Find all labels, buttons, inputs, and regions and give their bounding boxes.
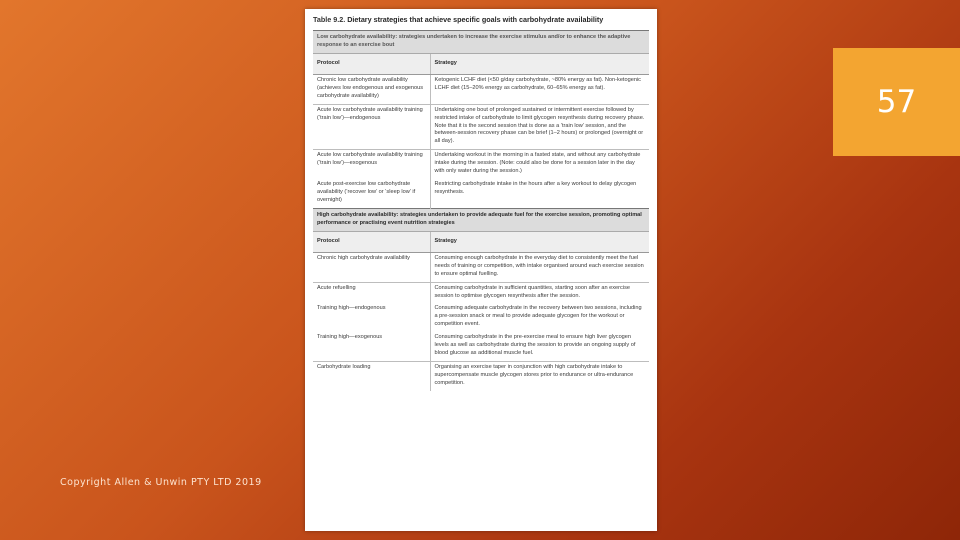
table-row xyxy=(313,104,649,150)
column-header-protocol: Protocol xyxy=(313,231,430,252)
strategy-cell: Undertaking one bout of prolonged sustained or intermittent exercise followed by restricted intake of carbohydrate to limit glycogen resynthesis during recovery phase. Note that it is the second session that is done as a ‘train low’ session, and the between-session recovery phase can be brief (1–2 hours) or prolonged (overnight or all day). xyxy=(430,104,649,150)
table-title-text: Dietary strategies that achieve specific goals with carbohydrate availability xyxy=(347,15,604,24)
column-header-row xyxy=(313,53,649,74)
slide-number-badge xyxy=(833,48,960,156)
table-row xyxy=(313,150,649,179)
protocol-cell: Acute post-exercise low carbohydrate availability (‘recover low’ or ‘sleep low’ if overnight) xyxy=(313,179,430,208)
protocol-cell: Carbohydrate loading xyxy=(313,362,430,391)
strategy-cell: Consuming enough carbohydrate in the everyday diet to consistently meet the fuel needs of training or competition, with intake organised around each exercise session to ensure optimal fuelling. xyxy=(430,252,649,282)
strategy-cell: Ketogenic LCHF diet (<50 g/day carbohydrate, ~80% energy as fat). Non-ketogenic LCHF diet (15–20% energy as carbohydrate, 60–65% energy as fat). xyxy=(430,74,649,104)
dietary-strategies-table xyxy=(313,30,649,391)
strategy-cell: Consuming adequate carbohydrate in the recovery between two sessions, including a pre-session snack or meal to provide adequate glycogen for the workout or competition event. xyxy=(434,305,642,328)
table-label: Table 9.2. xyxy=(313,15,346,24)
protocol-cell: Training high—exogenous xyxy=(313,332,430,361)
protocol-cell: Chronic low carbohydrate availability (achieves low endogenous and exogenous carbohydrate availability) xyxy=(313,74,430,104)
strategy-cell: Organising an exercise taper in conjunction with high carbohydrate intake to supercompensate muscle glycogen stores prior to endurance or ultra-endurance competition. xyxy=(434,364,634,386)
table-row xyxy=(313,179,649,208)
protocol-cell: Acute low carbohydrate availability training (‘train low’)—exogenous xyxy=(313,150,430,179)
protocol-cell: Chronic high carbohydrate availability xyxy=(313,252,430,282)
table-title xyxy=(313,15,649,24)
section-heading-text: Low carbohydrate availability: strategies undertaken to increase the exercise stimulus and/or to enhance the adaptive response to an exercise bout xyxy=(313,31,649,54)
table-page xyxy=(305,9,657,531)
column-header-row xyxy=(313,231,649,252)
table-row xyxy=(313,332,649,361)
section-heading-high xyxy=(313,208,649,231)
protocol-cell: Training high—endogenous xyxy=(313,303,430,332)
copyright-notice: Copyright Allen & Unwin PTY LTD 2019 xyxy=(60,477,262,488)
table-row xyxy=(313,362,649,391)
protocol-cell: Acute low carbohydrate availability training (‘train low’)—endogenous xyxy=(313,104,430,150)
column-header-strategy: Strategy xyxy=(430,231,649,252)
strategy-cell: Restricting carbohydrate intake in the hours after a key workout to delay glycogen resynthesis. xyxy=(434,181,637,196)
table-row xyxy=(313,252,649,282)
table-row xyxy=(313,74,649,104)
strategy-cell: Consuming carbohydrate in the pre-exercise meal to ensure high liver glycogen levels as well as carbohydrate during the session to provide an ongoing supply of blood glucose as additional muscle fuel. xyxy=(430,332,649,361)
table-row xyxy=(313,282,649,303)
column-header-protocol: Protocol xyxy=(313,53,430,74)
strategy-cell: Undertaking workout in the morning in a fasted state, and without any carbohydrate intake during the session. (Note: could also be done for a session later in the day with only water during the session.) xyxy=(434,152,641,175)
column-header-strategy: Strategy xyxy=(430,53,649,74)
slide-number: 57 xyxy=(876,84,917,120)
table-row xyxy=(313,303,649,332)
section-heading-text: High carbohydrate availability: strategies undertaken to provide adequate fuel for the exercise session, promoting optimal performance or practising event nutrition strategies xyxy=(313,208,649,231)
section-heading-low xyxy=(313,31,649,54)
protocol-cell: Acute refuelling xyxy=(313,282,430,303)
strategy-cell: Consuming carbohydrate in sufficient quantities, starting soon after an exercise session to optimise glycogen resynthesis after the session. xyxy=(434,284,630,299)
